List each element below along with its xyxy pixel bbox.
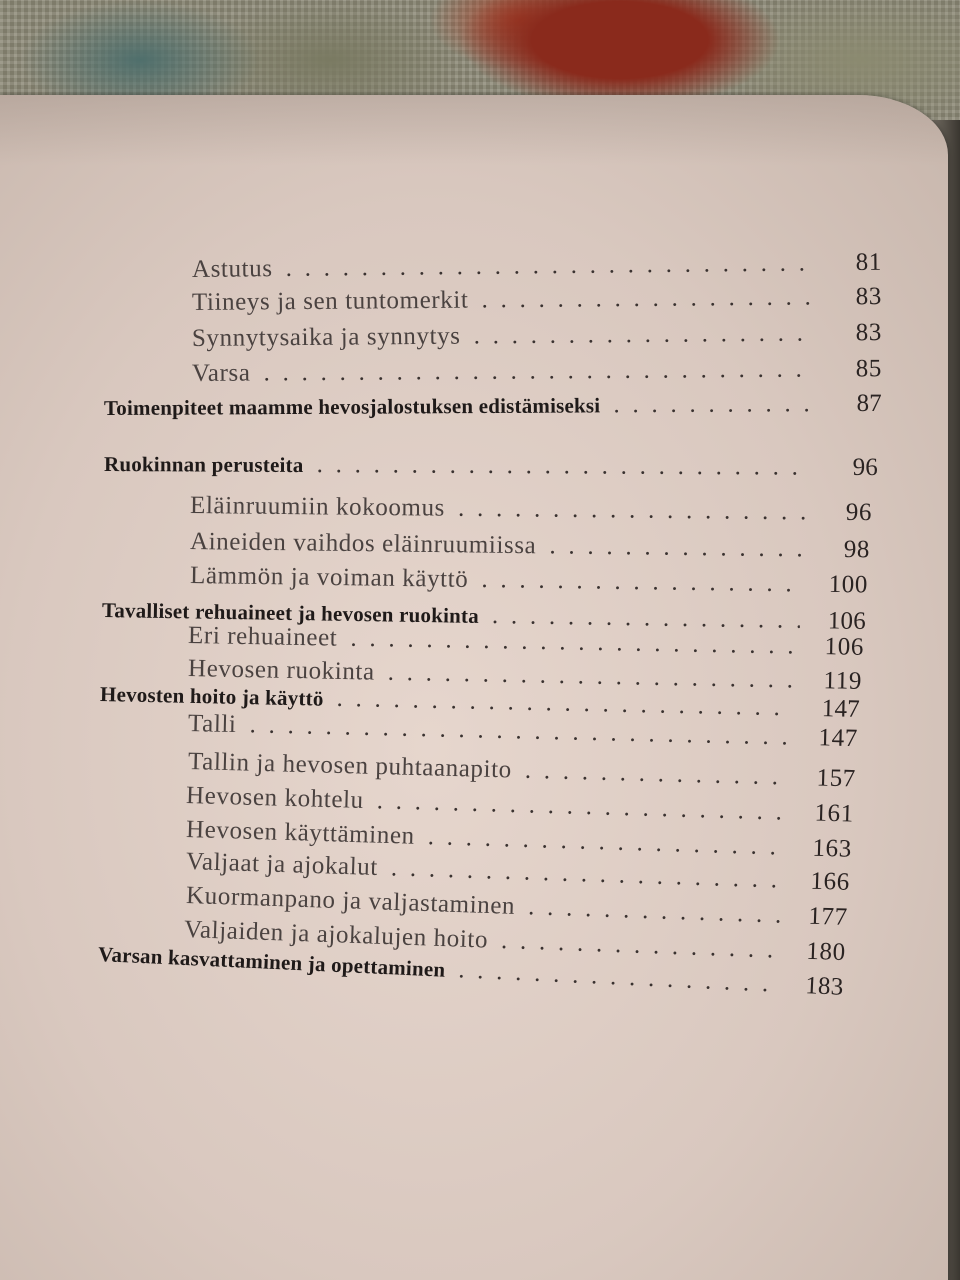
toc-leader-dots (482, 289, 816, 313)
toc-entry-title: Eläinruumiin kokoomus (189, 492, 446, 522)
toc-entry-title: Hevosen ruokinta (187, 655, 375, 686)
toc-entry-title: Varsa (191, 359, 251, 387)
toc-entry-page: 96 (852, 453, 879, 482)
toc-entry-page: 83 (855, 282, 883, 311)
toc-entry-page: 106 (824, 633, 865, 661)
toc-leader-dots (459, 500, 806, 525)
toc-entry-page: 106 (827, 607, 867, 635)
toc-leader-dots (474, 325, 816, 349)
toc-entry-title: Hevosten hoito ja käyttö (99, 682, 324, 711)
toc-entry-title: Tallin ja hevosen puhtaanapito (187, 748, 513, 784)
toc-leader-dots (317, 456, 812, 480)
toc-leader-dots (351, 630, 798, 659)
toc-entry-title: Talli (187, 710, 237, 739)
toc-entry-title: Ruokinnan perusteita (103, 452, 304, 478)
toc-entry-page: 87 (856, 389, 883, 418)
toc-leader-dots (286, 254, 816, 281)
toc-entry-title: Kuormanpano ja valjastaminen (185, 882, 516, 920)
toc-entry-page: 85 (855, 355, 883, 383)
toc-entry-page: 163 (812, 834, 853, 863)
toc-entry (190, 492, 872, 533)
toc-entry-title: Hevosen kohtelu (185, 782, 365, 814)
toc-entry-page: 157 (816, 764, 857, 793)
toc-entry-title: Hevosen käyttäminen (185, 816, 416, 850)
toc-entry-page: 183 (804, 972, 845, 1001)
toc-entry-page: 161 (814, 799, 855, 828)
toc-leader-dots (525, 762, 790, 790)
toc-leader-dots (264, 361, 816, 386)
toc-entry (104, 390, 882, 428)
toc-entry-title: Synnytysaika ja synnytys (191, 322, 461, 352)
toc-entry (192, 319, 882, 359)
toc-entry-page: 119 (823, 667, 863, 695)
toc-entry-title: Varsan kasvattaminen ja opettaminen (97, 942, 446, 982)
toc-leader-dots (502, 932, 780, 963)
toc-entry (192, 283, 882, 323)
toc-entry-page: 166 (810, 867, 851, 896)
toc-entry-title: Valjaat ja ajokalut (185, 848, 379, 882)
toc-entry-title: Toimenpiteet maamme hevosjalostuksen edistämiseksi (103, 393, 601, 420)
toc-entry-title: Tiineys ja sen tuntomerkit (191, 286, 469, 316)
toc-entry (104, 450, 878, 488)
toc-entry-title: Astutus (191, 255, 273, 283)
toc-entry-title: Valjaiden ja ajokalujen hoito (183, 916, 489, 954)
toc-entry-page: 180 (805, 937, 847, 967)
toc-entry-page: 96 (845, 498, 873, 527)
toc-leader-dots (614, 395, 816, 417)
toc-entry-page: 177 (808, 902, 849, 931)
toc-entry-page: 81 (855, 248, 883, 277)
toc-leader-dots (482, 571, 802, 596)
toc-leader-dots (392, 859, 785, 892)
toc-entry-page: 83 (855, 318, 883, 347)
toc-entry-page: 147 (818, 724, 859, 753)
toc-entry-page: 98 (843, 535, 871, 564)
toc-entry-title: Eri rehuaineet (187, 622, 338, 652)
toc-entry-title: Aineiden vaihdos eläinruumiissa (189, 528, 537, 560)
toc-leader-dots (529, 898, 782, 927)
toc-entry (192, 355, 882, 394)
toc-entry-page: 147 (821, 695, 861, 723)
toc-leader-dots (250, 716, 792, 749)
toc-entry-page: 100 (828, 570, 869, 599)
toc-leader-dots (428, 828, 786, 860)
toc-leader-dots (550, 537, 804, 561)
toc-entry-title: Lämmön ja voiman käyttö (189, 562, 469, 593)
toc-leader-dots (377, 792, 788, 824)
toc-entry-title: Tavalliset rehuaineet ja hevosen ruokinta (101, 598, 480, 628)
